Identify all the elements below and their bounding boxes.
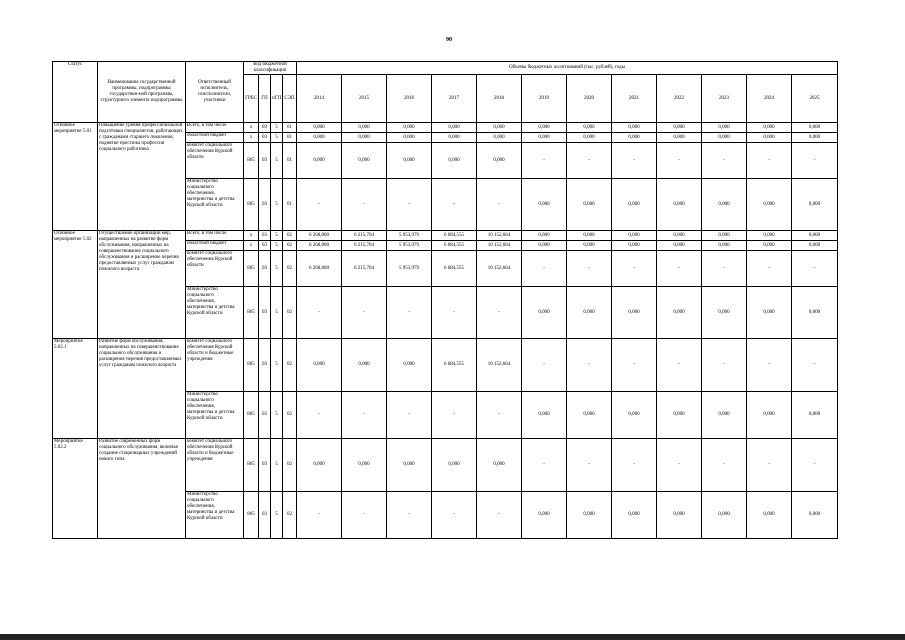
value-cell: -	[702, 339, 747, 392]
pgp-cell: 5	[271, 251, 283, 287]
value-cell: 0,000	[702, 492, 747, 539]
header-pgp: пГП	[271, 75, 283, 123]
value-cell: 0,000	[567, 241, 612, 251]
gp-cell: 03	[259, 241, 271, 251]
value-cell: -	[612, 251, 657, 287]
budget-table	[52, 61, 838, 539]
value-cell: -	[612, 339, 657, 392]
value-cell: -	[657, 251, 702, 287]
value-cell: -	[522, 143, 567, 179]
value-cell: 6 215,704	[342, 241, 387, 251]
sep-cell: 02	[283, 339, 297, 392]
header-status: Статус	[53, 62, 98, 123]
value-cell: -	[522, 339, 567, 392]
value-cell: -	[477, 287, 522, 339]
table-row	[53, 439, 838, 492]
value-cell: -	[612, 143, 657, 179]
pgp-cell: 5	[271, 241, 283, 251]
value-cell: 6 215,704	[342, 251, 387, 287]
value-cell: 6 268,800	[297, 231, 342, 241]
header-year: 2022	[657, 75, 702, 123]
value-cell: 10 152,664	[477, 231, 522, 241]
grbs-cell: 805	[244, 251, 259, 287]
grbs-cell: 805	[244, 143, 259, 179]
value-cell: 5 953,979	[387, 251, 432, 287]
value-cell: -	[297, 492, 342, 539]
header-year: 2014	[297, 75, 342, 123]
value-cell: 0,000	[522, 231, 567, 241]
responsible-cell: комитет социального обеспечения Курской области и бюджетные учреждения	[186, 439, 244, 492]
sep-cell: 01	[283, 123, 297, 133]
header-responsible: Ответственный исполнитель, соисполнители, участники	[186, 62, 244, 123]
header-gp: ГП	[259, 75, 271, 123]
grbs-cell: x	[244, 133, 259, 143]
value-cell: -	[747, 143, 792, 179]
value-cell: 0,000	[792, 133, 838, 143]
value-cell: -	[747, 439, 792, 492]
responsible-cell: областной бюджет	[186, 241, 244, 251]
value-cell: -	[432, 179, 477, 231]
responsible-cell: комитет социального обеспечения Курской области	[186, 251, 244, 287]
value-cell: -	[657, 143, 702, 179]
value-cell: 0,000	[747, 123, 792, 133]
gp-cell: 03	[259, 143, 271, 179]
value-cell: -	[702, 143, 747, 179]
value-cell: 0,000	[432, 439, 477, 492]
header-year: 2015	[342, 75, 387, 123]
value-cell: 0,000	[702, 133, 747, 143]
value-cell: 0,000	[612, 287, 657, 339]
value-cell: 0,000	[522, 492, 567, 539]
value-cell: -	[387, 287, 432, 339]
status-cell: Мероприятие 5.02.1	[53, 339, 98, 439]
value-cell: 0,000	[432, 123, 477, 133]
value-cell: 0,000	[657, 241, 702, 251]
value-cell: 0,000	[387, 143, 432, 179]
value-cell: 6 684,555	[432, 339, 477, 392]
sep-cell: 02	[283, 287, 297, 339]
grbs-cell: x	[244, 231, 259, 241]
value-cell: 0,000	[567, 392, 612, 439]
gp-cell: 03	[259, 492, 271, 539]
value-cell: 0,000	[387, 439, 432, 492]
value-cell: -	[297, 392, 342, 439]
value-cell: 0,000	[702, 392, 747, 439]
value-cell: 0,000	[342, 439, 387, 492]
sep-cell: 02	[283, 392, 297, 439]
value-cell: 0,000	[567, 492, 612, 539]
value-cell: 0,000	[657, 287, 702, 339]
value-cell: 0,000	[522, 123, 567, 133]
table-row	[53, 231, 838, 241]
header-name: Наименование государственной программы, подпрограммы государствен-ной программы, структурного элемента подпрограммы	[98, 62, 186, 123]
value-cell: 6 684,555	[432, 231, 477, 241]
table-row	[53, 123, 838, 133]
header-year: 2025	[792, 75, 838, 123]
value-cell: 0,000	[522, 133, 567, 143]
value-cell: 0,000	[792, 123, 838, 133]
value-cell: 0,000	[612, 392, 657, 439]
sep-cell: 01	[283, 143, 297, 179]
value-cell: 0,000	[612, 231, 657, 241]
page-number: 90	[446, 37, 452, 43]
value-cell: 6 684,555	[432, 251, 477, 287]
value-cell: 0,000	[612, 241, 657, 251]
value-cell: 10 152,664	[477, 339, 522, 392]
value-cell: -	[297, 179, 342, 231]
header-sep: СЭП	[283, 75, 297, 123]
value-cell: -	[567, 251, 612, 287]
value-cell: -	[747, 339, 792, 392]
value-cell: 5 953,979	[387, 231, 432, 241]
value-cell: 0,000	[747, 287, 792, 339]
header-year: 2024	[747, 75, 792, 123]
value-cell: -	[342, 492, 387, 539]
value-cell: 0,000	[792, 492, 838, 539]
header-year: 2020	[567, 75, 612, 123]
sep-cell: 02	[283, 231, 297, 241]
grbs-cell: 805	[244, 179, 259, 231]
value-cell: 0,000	[477, 439, 522, 492]
grbs-cell: 805	[244, 287, 259, 339]
value-cell: -	[567, 339, 612, 392]
value-cell: -	[702, 439, 747, 492]
value-cell: 0,000	[297, 123, 342, 133]
value-cell: 6 268,800	[297, 241, 342, 251]
value-cell: 0,000	[702, 241, 747, 251]
value-cell: 0,000	[567, 287, 612, 339]
value-cell: 0,000	[747, 231, 792, 241]
value-cell: 0,000	[657, 179, 702, 231]
value-cell: 0,000	[387, 133, 432, 143]
value-cell: 0,000	[477, 123, 522, 133]
pgp-cell: 5	[271, 339, 283, 392]
grbs-cell: 805	[244, 492, 259, 539]
value-cell: -	[567, 143, 612, 179]
pgp-cell: 5	[271, 179, 283, 231]
header-year: 2021	[612, 75, 657, 123]
value-cell: 0,000	[612, 123, 657, 133]
responsible-cell: Всего, в том числе	[186, 123, 244, 133]
header-year: 2017	[432, 75, 477, 123]
sep-cell: 02	[283, 241, 297, 251]
value-cell: 0,000	[792, 392, 838, 439]
value-cell: -	[522, 251, 567, 287]
value-cell: -	[792, 251, 838, 287]
sep-cell: 02	[283, 439, 297, 492]
value-cell: 0,000	[432, 143, 477, 179]
value-cell: 0,000	[342, 123, 387, 133]
value-cell: 0,000	[747, 492, 792, 539]
scan-edge	[0, 634, 905, 640]
value-cell: 0,000	[702, 287, 747, 339]
responsible-cell: Всего, в том числе	[186, 231, 244, 241]
value-cell: 0,000	[792, 231, 838, 241]
value-cell: 0,000	[747, 133, 792, 143]
gp-cell: 03	[259, 439, 271, 492]
value-cell: 10 152,664	[477, 251, 522, 287]
value-cell: 0,000	[702, 179, 747, 231]
gp-cell: 03	[259, 123, 271, 133]
grbs-cell: 805	[244, 439, 259, 492]
pgp-cell: 5	[271, 133, 283, 143]
value-cell: 0,000	[297, 133, 342, 143]
value-cell: 0,000	[567, 123, 612, 133]
value-cell: -	[297, 287, 342, 339]
value-cell: -	[432, 287, 477, 339]
value-cell: -	[702, 251, 747, 287]
value-cell: -	[477, 492, 522, 539]
value-cell: 5 953,979	[387, 241, 432, 251]
value-cell: -	[387, 179, 432, 231]
pgp-cell: 5	[271, 231, 283, 241]
value-cell: 0,000	[657, 133, 702, 143]
value-cell: 0,000	[297, 339, 342, 392]
pgp-cell: 5	[271, 287, 283, 339]
value-cell: -	[657, 439, 702, 492]
pgp-cell: 5	[271, 492, 283, 539]
value-cell: 0,000	[432, 133, 477, 143]
value-cell: 6 215,704	[342, 231, 387, 241]
gp-cell: 03	[259, 251, 271, 287]
value-cell: 0,000	[522, 392, 567, 439]
value-cell: -	[432, 492, 477, 539]
responsible-cell: комитет социального обеспечения Курской области	[186, 143, 244, 179]
header-grbs: ГРБС	[244, 75, 259, 123]
value-cell: 0,000	[657, 231, 702, 241]
value-cell: -	[792, 143, 838, 179]
pgp-cell: 5	[271, 439, 283, 492]
sep-cell: 01	[283, 133, 297, 143]
header-year: 2023	[702, 75, 747, 123]
pgp-cell: 5	[271, 143, 283, 179]
pgp-cell: 5	[271, 392, 283, 439]
value-cell: 0,000	[792, 179, 838, 231]
value-cell: -	[432, 392, 477, 439]
responsible-cell: комитет социального обеспечения Курской области и бюджетные учреждения	[186, 339, 244, 392]
value-cell: 0,000	[522, 241, 567, 251]
value-cell: 0,000	[477, 133, 522, 143]
value-cell: 0,000	[612, 179, 657, 231]
value-cell: 0,000	[657, 492, 702, 539]
value-cell: 0,000	[522, 179, 567, 231]
name-cell: Осуществление организации мер, направленных на развитие форм обслуживания, направленных на совершенствование социального обслуживания и расширение перечня предоставляемых услуг гражданам пожилого возраста	[98, 231, 186, 339]
responsible-cell: Министерство социального обеспечения, материнства и детства Курской области	[186, 392, 244, 439]
sep-cell: 02	[283, 492, 297, 539]
value-cell: -	[477, 392, 522, 439]
grbs-cell: 805	[244, 392, 259, 439]
value-cell: 0,000	[477, 143, 522, 179]
value-cell: -	[657, 339, 702, 392]
value-cell: 0,000	[342, 339, 387, 392]
value-cell: -	[792, 439, 838, 492]
grbs-cell: x	[244, 123, 259, 133]
gp-cell: 03	[259, 231, 271, 241]
responsible-cell: областной бюджет	[186, 133, 244, 143]
value-cell: 0,000	[702, 123, 747, 133]
status-cell: Основное мероприятие 5.02	[53, 231, 98, 339]
header-year: 2018	[477, 75, 522, 123]
value-cell: 0,000	[792, 241, 838, 251]
gp-cell: 03	[259, 133, 271, 143]
value-cell: 10 152,664	[477, 241, 522, 251]
sep-cell: 02	[283, 251, 297, 287]
gp-cell: 03	[259, 287, 271, 339]
name-cell: Развитие современных форм социального обслуживания, включая создание стационарных учреждений нового типа	[98, 439, 186, 539]
value-cell: -	[792, 339, 838, 392]
value-cell: 0,000	[612, 133, 657, 143]
grbs-cell: 805	[244, 339, 259, 392]
value-cell: 0,000	[747, 241, 792, 251]
value-cell: -	[477, 179, 522, 231]
gp-cell: 03	[259, 179, 271, 231]
value-cell: 0,000	[657, 392, 702, 439]
responsible-cell: Министерство социального обеспечения, материнства и детства Курской области	[186, 492, 244, 539]
responsible-cell: Министерство социального обеспечения, материнства и детства Курской области	[186, 287, 244, 339]
value-cell: -	[387, 492, 432, 539]
name-cell: Повышение уровня профессиональной подготовки специалистов, работающих с гражданами старшего поколения, поднятие престижа профессии социального работника	[98, 123, 186, 231]
value-cell: 0,000	[567, 133, 612, 143]
value-cell: 0,000	[702, 231, 747, 241]
status-cell: Основное мероприятие 5.01	[53, 123, 98, 231]
value-cell: 0,000	[297, 439, 342, 492]
value-cell: 0,000	[657, 123, 702, 133]
value-cell: -	[567, 439, 612, 492]
value-cell: 0,000	[747, 179, 792, 231]
value-cell: 0,000	[567, 231, 612, 241]
value-cell: -	[612, 439, 657, 492]
header-year: 2016	[387, 75, 432, 123]
header-budget-code: Код бюджетной классификации	[244, 62, 297, 75]
value-cell: -	[747, 251, 792, 287]
value-cell: 0,000	[342, 133, 387, 143]
value-cell: 0,000	[387, 123, 432, 133]
responsible-cell: Министерство социального обеспечения, материнства и детства Курской области	[186, 179, 244, 231]
name-cell: Развитие форм обслуживания, направленных на совершенствование социального обслуживания и расширение перечня предоставляемых услуг гражданам пожилого возраста	[98, 339, 186, 439]
grbs-cell: x	[244, 241, 259, 251]
value-cell: 0,000	[342, 143, 387, 179]
value-cell: 0,000	[567, 179, 612, 231]
value-cell: -	[342, 287, 387, 339]
value-cell: 0,000	[612, 492, 657, 539]
table-row	[53, 339, 838, 392]
value-cell: 0,000	[747, 392, 792, 439]
pgp-cell: 5	[271, 123, 283, 133]
header-year: 2019	[522, 75, 567, 123]
value-cell: -	[342, 392, 387, 439]
gp-cell: 03	[259, 392, 271, 439]
value-cell: 6 268,800	[297, 251, 342, 287]
value-cell: 0,000	[297, 143, 342, 179]
value-cell: -	[387, 392, 432, 439]
value-cell: 0,000	[387, 339, 432, 392]
gp-cell: 03	[259, 339, 271, 392]
value-cell: 0,000	[522, 287, 567, 339]
header-volumes: Объемы бюджетных ассигнований (тыс. рублей), годы	[297, 62, 838, 75]
value-cell: 0,000	[792, 287, 838, 339]
status-cell: Мероприятие 5.02.2	[53, 439, 98, 539]
value-cell: -	[522, 439, 567, 492]
value-cell: 6 684,555	[432, 241, 477, 251]
value-cell: -	[342, 179, 387, 231]
sep-cell: 01	[283, 179, 297, 231]
